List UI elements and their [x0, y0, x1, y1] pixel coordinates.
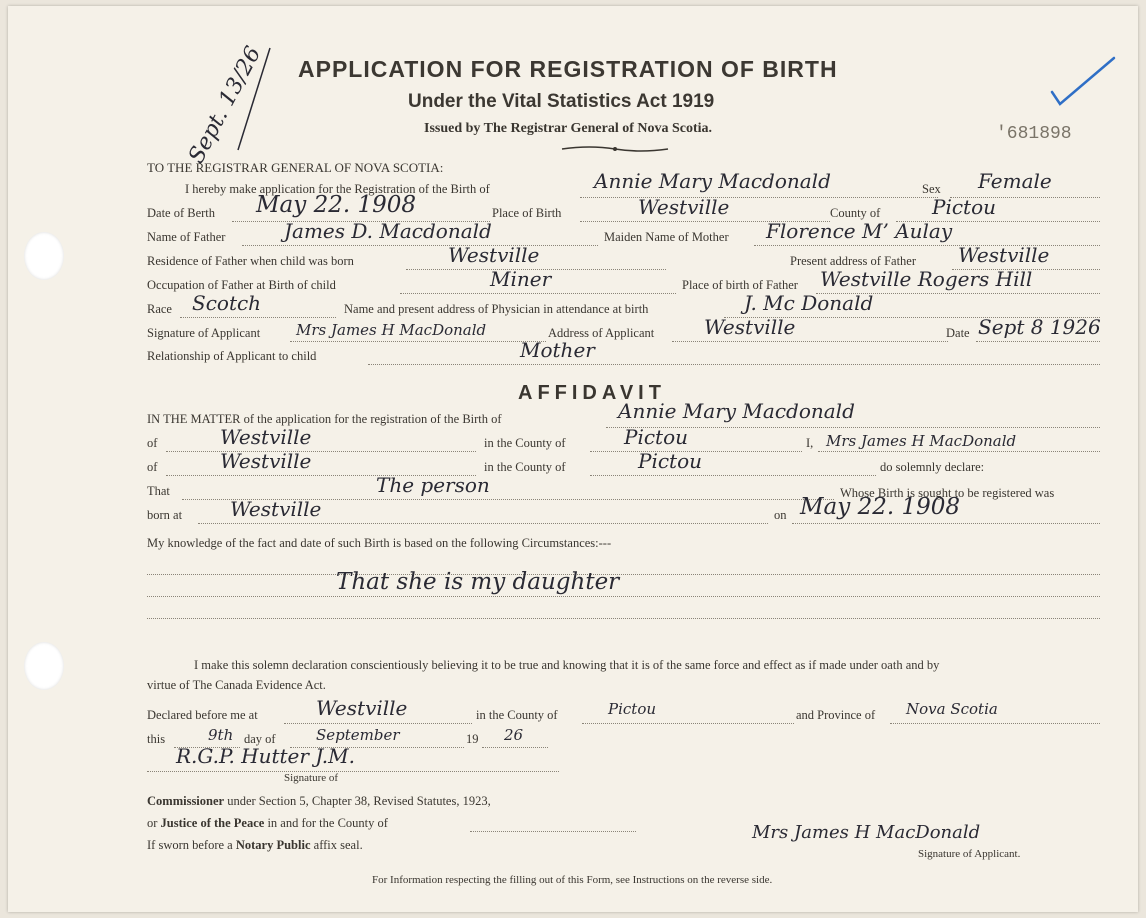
matter-label: IN THE MATTER of the application for the registration of the Birth of	[147, 412, 502, 426]
justice-rest: in and for the County of	[264, 816, 388, 830]
year-prefix: 19	[466, 732, 479, 746]
sex-value: Female	[978, 169, 1052, 193]
date-label: Date	[946, 326, 970, 340]
solemn-line-1: I make this solemn declaration conscientiously believing it to be true and knowing that it is of the same force and effect as if made under oath and by	[194, 658, 940, 672]
sex-label: Sex	[922, 182, 941, 196]
day-of-label: day of	[244, 732, 276, 746]
check-mark-icon	[1048, 54, 1118, 114]
county-value-2: Pictou	[638, 449, 703, 473]
intro-label: I hereby make application for the Registration of the Birth of	[185, 182, 490, 196]
i-label: I,	[806, 436, 814, 450]
father-label: Name of Father	[147, 230, 226, 244]
physician-label: Name and present address of Physician in attendance at birth	[344, 302, 649, 316]
county-value-1: Pictou	[624, 425, 689, 449]
occupation-value: Miner	[490, 267, 552, 291]
race-label: Race	[147, 302, 172, 316]
county-label-2: in the County of	[484, 460, 566, 474]
declarant: Mrs James H MacDonald	[826, 432, 1017, 450]
county-label-3: in the County of	[476, 708, 558, 722]
county-value: Pictou	[932, 195, 997, 219]
page-title: APPLICATION FOR REGISTRATION OF BIRTH	[298, 56, 838, 82]
commissioner-label: Commissioner	[147, 794, 225, 808]
affidavit-heading: AFFIDAVIT	[518, 382, 666, 404]
signature-value: Mrs James H MacDonald	[296, 321, 487, 339]
salutation: TO THE REGISTRAR GENERAL OF NOVA SCOTIA:	[147, 160, 444, 175]
father-birthplace-label: Place of birth of Father	[682, 278, 798, 292]
page-subtitle: Under the Vital Statistics Act 1919	[408, 91, 715, 112]
relationship-value: Mother	[520, 338, 595, 362]
on-label: on	[774, 508, 787, 522]
punch-hole-top	[24, 232, 64, 280]
pob-label: Place of Birth	[492, 206, 562, 220]
child-name: Annie Mary Macdonald	[594, 169, 831, 193]
born-at-label: born at	[147, 508, 183, 522]
father-value: James D. Macdonald	[284, 219, 492, 243]
address-label: Address of Applicant	[548, 326, 655, 340]
justice-line	[147, 816, 388, 831]
filed-note: Sept. 13/26	[184, 42, 267, 168]
commissioner-signature: R.G.P. Hutter J.M.	[176, 744, 355, 768]
notary-pre: If sworn before a	[147, 838, 236, 852]
commissioner-line	[147, 794, 491, 809]
father-residence-value: Westville	[448, 243, 540, 267]
commissioner-rest: under Section 5, Chapter 38, Revised Statutes, 1923,	[224, 794, 491, 808]
relationship-label: Relationship of Applicant to child	[147, 349, 317, 363]
signature-of-label: Signature of	[284, 772, 339, 784]
month-value: September	[316, 726, 400, 744]
solemn-line-2: virtue of The Canada Evidence Act.	[147, 678, 326, 692]
issued-by: Issued by The Registrar General of Nova Scotia.	[424, 121, 713, 136]
of-value-2: Westville	[220, 449, 312, 473]
knowledge-label: My knowledge of the fact and date of such Birth is based on the following Circumstances:---	[147, 536, 612, 550]
father-residence-label: Residence of Father when child was born	[147, 254, 354, 268]
date-value: Sept 8 1926	[978, 315, 1101, 339]
of-label-2: of	[147, 460, 158, 474]
document-sheet	[8, 6, 1138, 912]
of-label-1: of	[147, 436, 158, 450]
father-present-label: Present address of Father	[790, 254, 917, 268]
header-divider	[560, 144, 670, 154]
county-label: County of	[830, 206, 881, 220]
county-label-1: in the County of	[484, 436, 566, 450]
circumstances-value: That she is my daughter	[336, 569, 620, 595]
mother-value: Florence M’ Aulay	[766, 219, 953, 243]
or-label: or	[147, 816, 161, 830]
mother-label: Maiden Name of Mother	[604, 230, 729, 244]
province-label: and Province of	[796, 708, 876, 722]
applicant-signature: Mrs James H MacDonald	[752, 822, 981, 843]
declared-label: Declared before me at	[147, 708, 258, 722]
signature-label: Signature of Applicant	[147, 326, 261, 340]
county-value-3: Pictou	[608, 700, 657, 718]
applicant-signature-label: Signature of Applicant.	[918, 848, 1021, 860]
physician-value: J. Mc Donald	[744, 291, 874, 315]
father-birthplace-value: Westville Rogers Hill	[820, 267, 1033, 291]
year-value: 26	[504, 726, 524, 744]
matter-name: Annie Mary Macdonald	[618, 399, 855, 423]
justice-label: Justice of the Peace	[160, 816, 265, 830]
that-label: That	[147, 484, 170, 498]
margin-slash	[208, 46, 278, 156]
notary-line	[147, 838, 363, 853]
registration-number: '681898	[996, 124, 1072, 144]
dob-value: May 22. 1908	[256, 192, 416, 218]
dob-label: Date of Berth	[147, 206, 216, 220]
born-on-value: May 22. 1908	[800, 494, 960, 520]
declared-at-value: Westville	[316, 696, 408, 720]
occupation-label: Occupation of Father at Birth of child	[147, 278, 336, 292]
race-value: Scotch	[192, 291, 262, 315]
notary-label: Notary Public	[235, 838, 311, 852]
day-value: 9th	[208, 726, 234, 744]
father-present-value: Westville	[958, 243, 1050, 267]
address-value: Westville	[704, 315, 796, 339]
whose-label: Whose Birth is sought to be registered was	[840, 486, 1055, 500]
footer-note: For Information respecting the filling out of this Form, see Instructions on the reverse side.	[372, 874, 773, 886]
notary-post: affix seal.	[310, 838, 363, 852]
born-at-value: Westville	[230, 497, 322, 521]
declare-label: do solemnly declare:	[880, 460, 985, 474]
pob-value: Westville	[638, 195, 730, 219]
that-value: The person	[376, 473, 490, 497]
of-value-1: Westville	[220, 425, 312, 449]
this-label: this	[147, 732, 166, 746]
punch-hole-bottom	[24, 642, 64, 690]
province-value: Nova Scotia	[906, 700, 998, 718]
